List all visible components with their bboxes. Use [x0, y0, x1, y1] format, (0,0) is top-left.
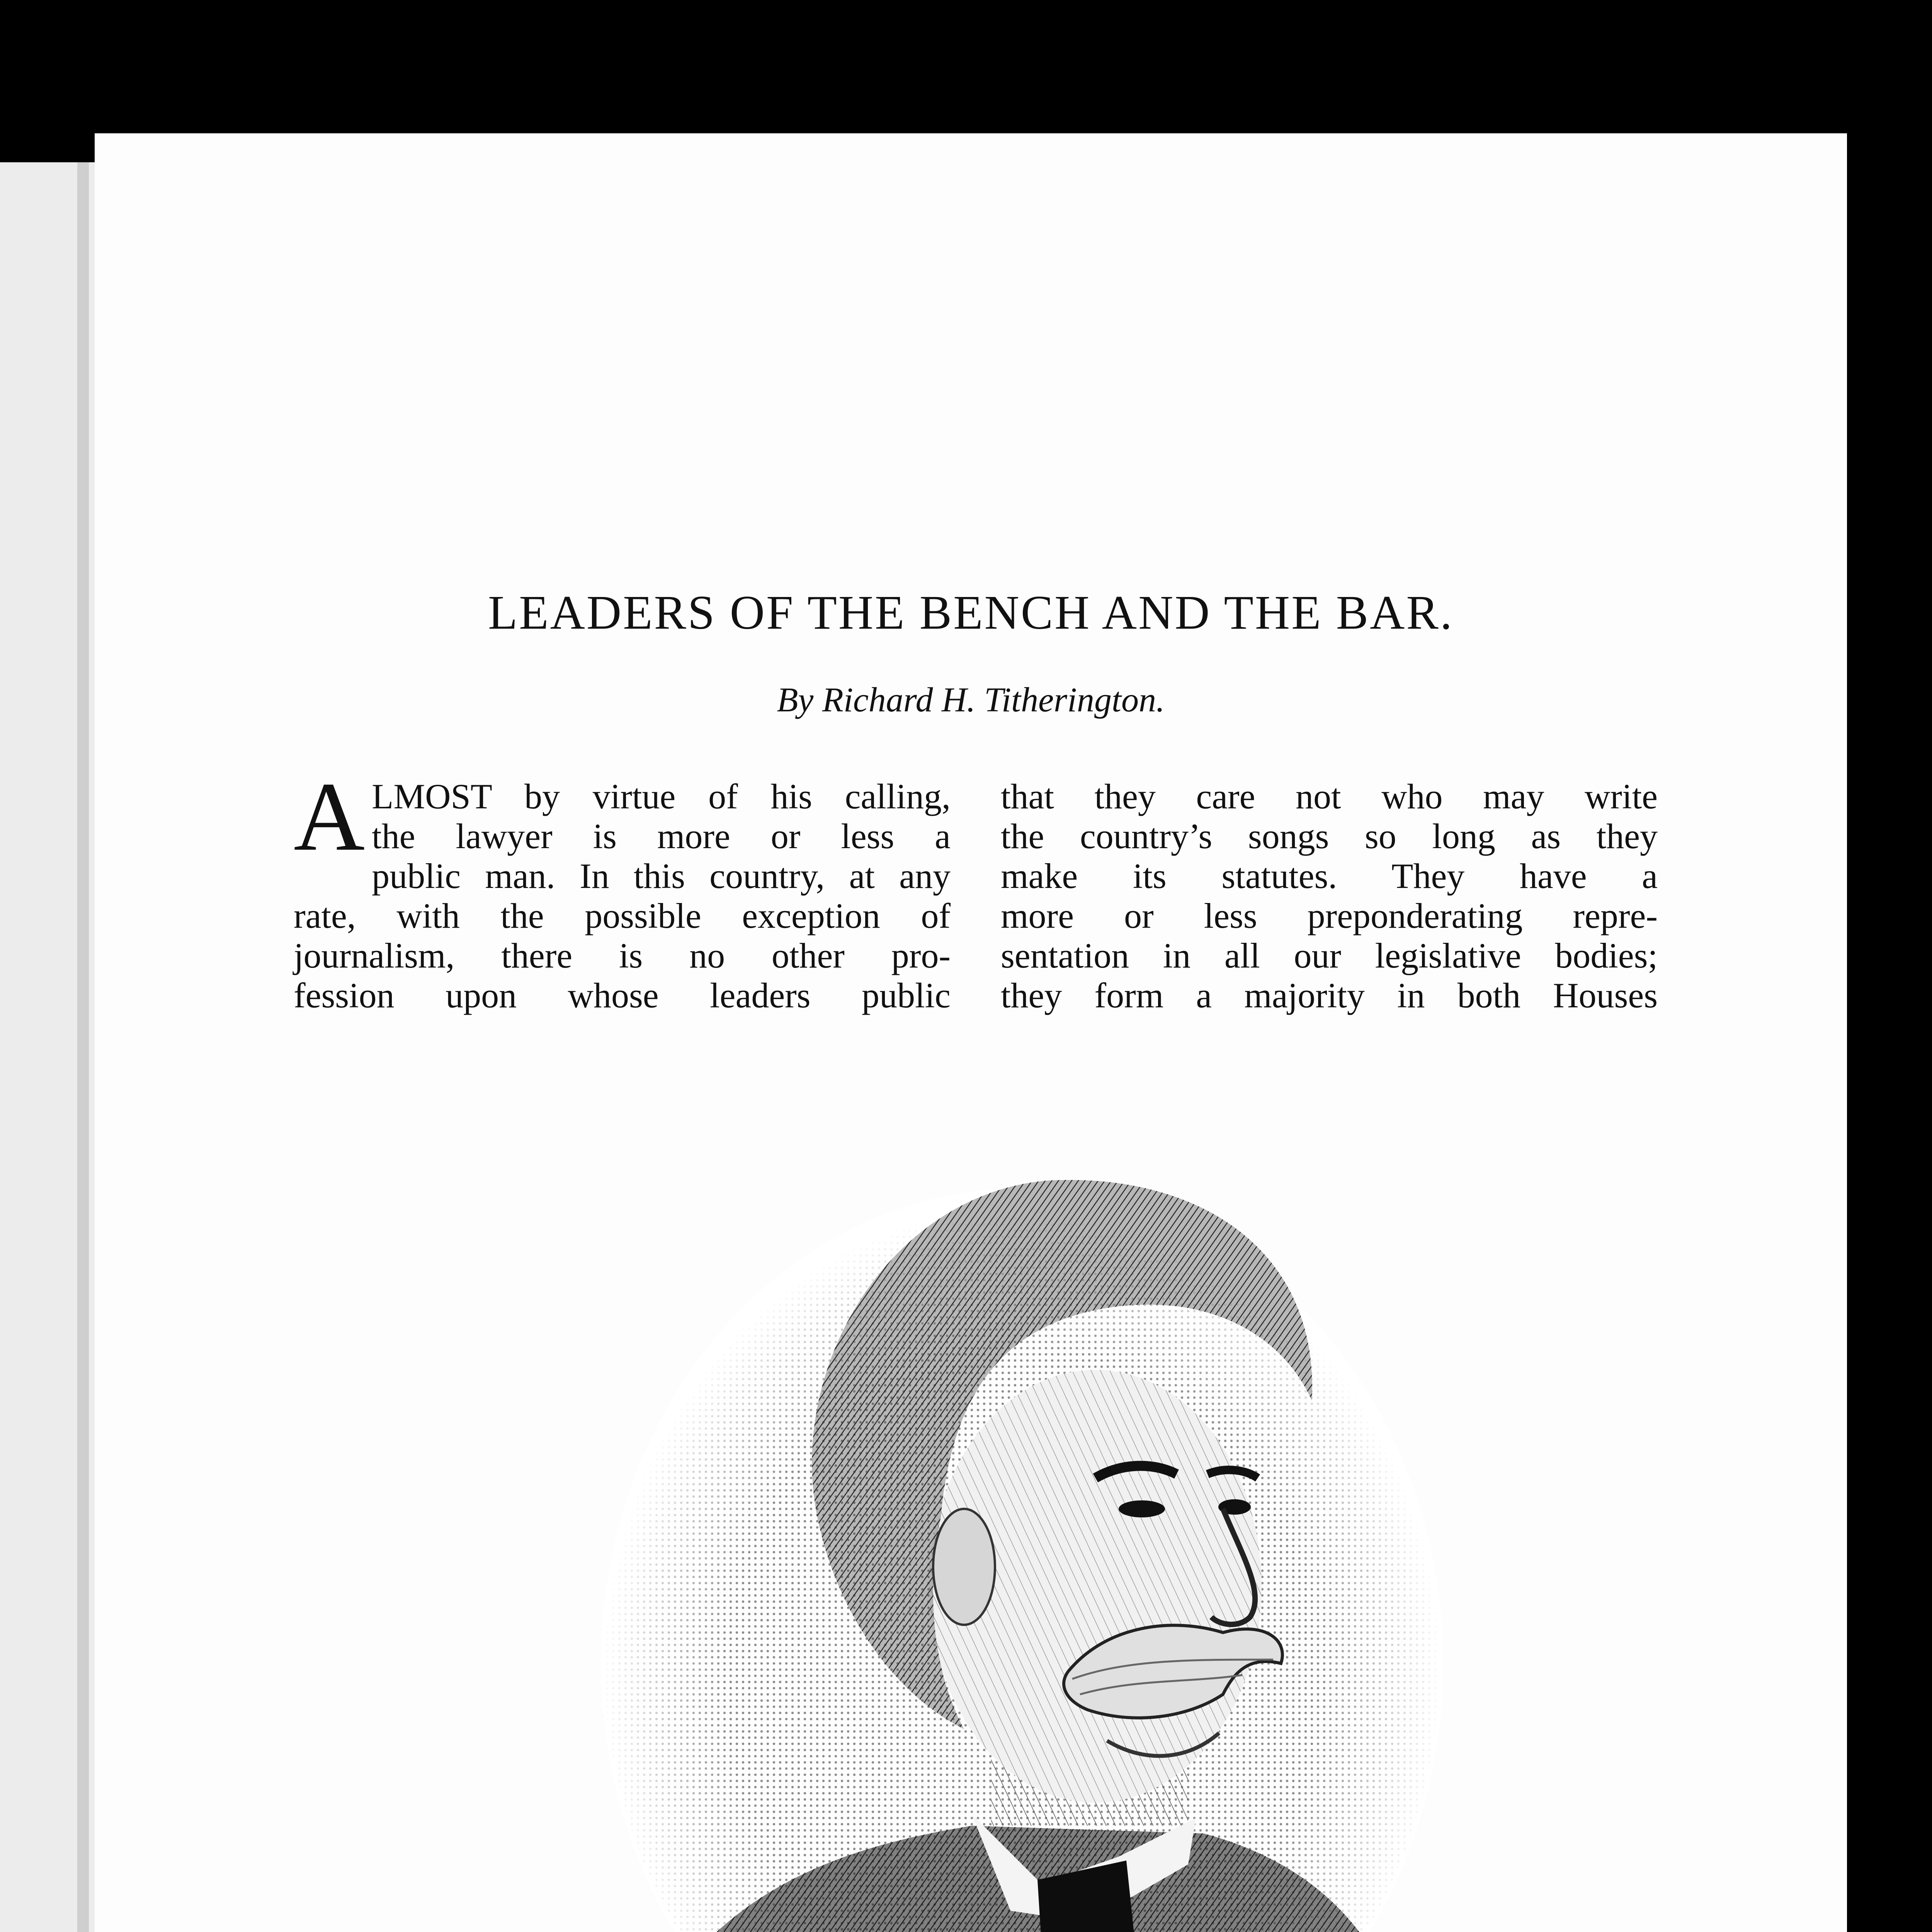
- page-gutter: [77, 162, 89, 1932]
- text-line: journalism, there is no other pro-: [294, 936, 951, 975]
- text-line: public man. In this country, at any: [372, 856, 951, 896]
- portrait-engraving: [585, 1092, 1459, 1932]
- text-line: that they care not who may write: [1001, 777, 1658, 816]
- drop-cap: A: [294, 762, 365, 871]
- magazine-page: [95, 133, 1847, 1932]
- text-line: rate, with the possible exception of: [294, 896, 951, 935]
- text-line: by virtue of his calling,: [492, 777, 951, 816]
- text-line: fession upon whose leaders public: [294, 976, 951, 1015]
- article-title: LEADERS OF THE BENCH AND THE BAR.: [488, 586, 1454, 639]
- text-line: the lawyer is more or less a: [372, 816, 951, 856]
- text-column-top-left: [294, 762, 951, 1015]
- text-line: the country’s songs so long as they: [1001, 816, 1658, 856]
- article-byline: By Richard H. Titherington.: [777, 681, 1165, 719]
- text-column-top-right: [1001, 777, 1658, 1015]
- text-line: make its statutes. They have a: [1001, 856, 1658, 896]
- text-line: they form a majority in both Houses: [1001, 976, 1658, 1015]
- first-word: LMOST: [372, 777, 492, 816]
- text-line: more or less preponderating repre-: [1001, 896, 1658, 935]
- text-line: sentation in all our legislative bodies;: [1001, 936, 1658, 975]
